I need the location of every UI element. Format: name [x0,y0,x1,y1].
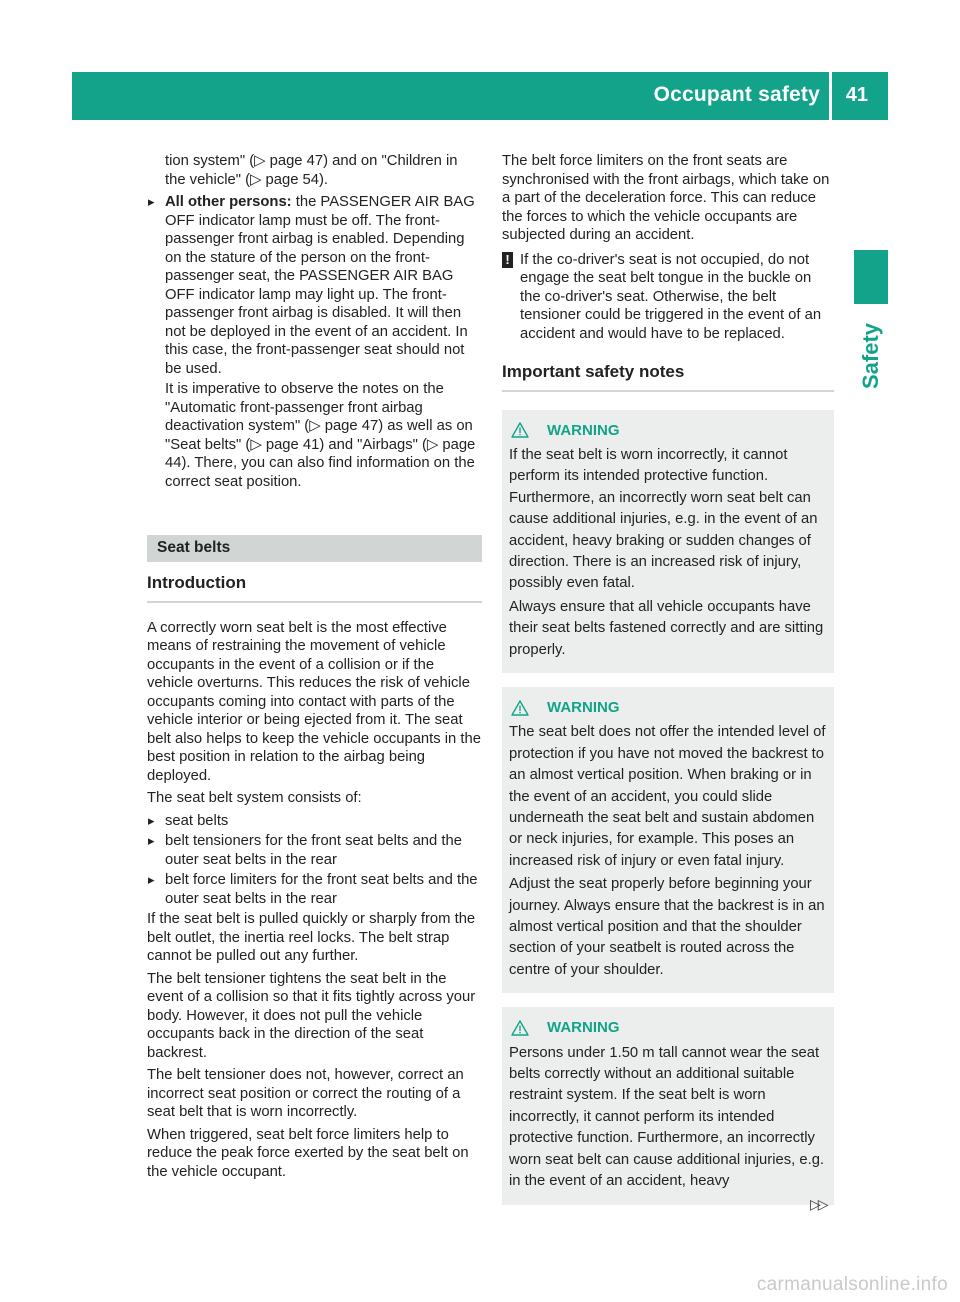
list-item: ▸ seat belts [147,812,482,831]
warning-triangle-icon [511,422,529,438]
bullet-label: All other persons: [165,194,292,210]
subsection-title: Introduction [147,574,482,603]
warning-text: The seat belt does not offer the intended level of protection if you have not moved the backrest to an almost vertical position. When braking or in the event of an accident, you could slide underneath the seat belt and sustain abdomen or neck injuries, for example. This poses an increased risk of injury or even fatal injury. [509,724,826,869]
side-tab-label: Safety [858,322,883,390]
bullet-all-other-persons [147,193,482,378]
paragraph: A correctly worn seat belt is the most effective means of restraining the movement of vehicle occupants in the event of a collision or if the vehicle overturns. This reduces the risk of vehicle occupants coming into contact with parts of the vehicle interior or being ejected from it. The seat belt also helps to keep the vehicle occupants in the best position in relation to the airbag being deployed. [147,619,481,784]
warning-header [509,697,827,718]
intro-continued: tion system" (▷ page 47) and on "Children in the vehicle" (▷ page 54). [165,153,458,188]
double-arrow-icon: ▷▷ [810,1196,826,1212]
warning-label: WARNING [547,698,620,716]
list-item: ▸ belt tensioners for the front seat belts and the outer seat belts in the rear [147,832,482,869]
warning-box [502,1007,834,1204]
page-number: 41 [845,84,868,106]
left-column [147,152,482,1185]
header-divider [829,72,832,120]
right-column [502,152,834,1219]
warning-label: WARNING [547,1019,620,1037]
warning-text: Adjust the seat properly before beginning your journey. Always ensure that the backrest is in an almost vertical position and that the shoulder section of your seatbelt is routed across the centre of your shoulder. [509,876,825,978]
notice-text: If the co-driver's seat is not occupied, do not engage the seat belt tongue in the buckle on the co-driver's seat. Otherwise, the belt tensioner could be triggered in the event of an accident and would have to be replaced. [520,251,822,342]
page-header [72,72,888,120]
warning-text: If the seat belt is worn incorrectly, it cannot perform its intended protective function. Furthermore, an incorrectly worn seat belt can cause additional injuries, e.g. in the event of an accident, heavy braking or sudden changes of direction. There is an increased risk of injury, possibly even fatal. [509,446,818,592]
warning-triangle-icon [511,1020,529,1036]
exclamation-icon: ! [502,252,513,268]
paragraph: When triggered, seat belt force limiters help to reduce the peak force exerted by the seat belt on the vehicle occupant. [147,1126,469,1180]
paragraph: The belt tensioner tightens the seat belt in the event of a collision so that it fits tightly across your body. However, it does not pull the vehicle occupants back in the direction of the seat backrest. [147,970,476,1061]
warning-box [502,687,834,993]
paragraph: If the seat belt is pulled quickly or sharply from the belt outlet, the inertia reel locks. The belt strap cannot be pulled out any further. [147,911,476,964]
side-tab-marker [854,250,888,304]
header-title: Occupant safety [653,83,820,106]
imperative-note: It is imperative to observe the notes on the "Automatic front-passenger front airbag deactivation system" (▷ page 47) as well as on "Seat belts" (▷ page 41) and "Airbags" (▷ page 44). There, you can also find information on the correct seat position. [165,381,476,490]
paragraph: The belt tensioner does not, however, correct an incorrect seat position or correct the routing of a seat belt that is worn incorrectly. [147,1067,464,1120]
warning-header [509,420,827,441]
list-item: ▸ belt force limiters for the front seat belts and the outer seat belts in the rear [147,871,482,908]
warning-triangle-icon [511,700,529,716]
warning-text: Always ensure that all vehicle occupants have their seat belts fastened correctly and are sitting properly. [509,598,824,658]
section-title: Seat belts [147,535,482,562]
warning-label: WARNING [547,421,620,439]
bullet-text: the PASSENGER AIR BAG OFF indicator lamp must be off. The front-passenger front airbag is enabled. Depending on the stature of the person on the front-passenger seat, the PASSENGER AIR BAG OFF indicator lamp may light up. The front-passenger front airbag is disabled. It will then not be deployed in the event of an accident. In this case, the front-passenger seat should not be used. [165,194,475,377]
notice [502,251,834,344]
subsection-title: Important safety notes [502,363,834,392]
warning-box [502,410,834,673]
paragraph: The belt force limiters on the front seats are synchronised with the front airbags, which take on a part of the deceleration force. This can reduce the forces to which the vehicle occupants are subjected during an accident. [502,153,830,243]
watermark: carmanualsonline.info [756,1274,948,1295]
paragraph: The seat belt system consists of: [147,790,362,806]
warning-text: Persons under 1.50 m tall cannot wear the seat belts correctly without an additional suitable restraint system. If the seat belt is worn incorrectly, it cannot perform its intended protective function. Furthermore, an incorrectly worn seat belt can cause additional injuries, e.g. in the event of an accident, heavy [509,1044,825,1190]
side-tab [854,318,888,394]
warning-header [509,1017,827,1038]
